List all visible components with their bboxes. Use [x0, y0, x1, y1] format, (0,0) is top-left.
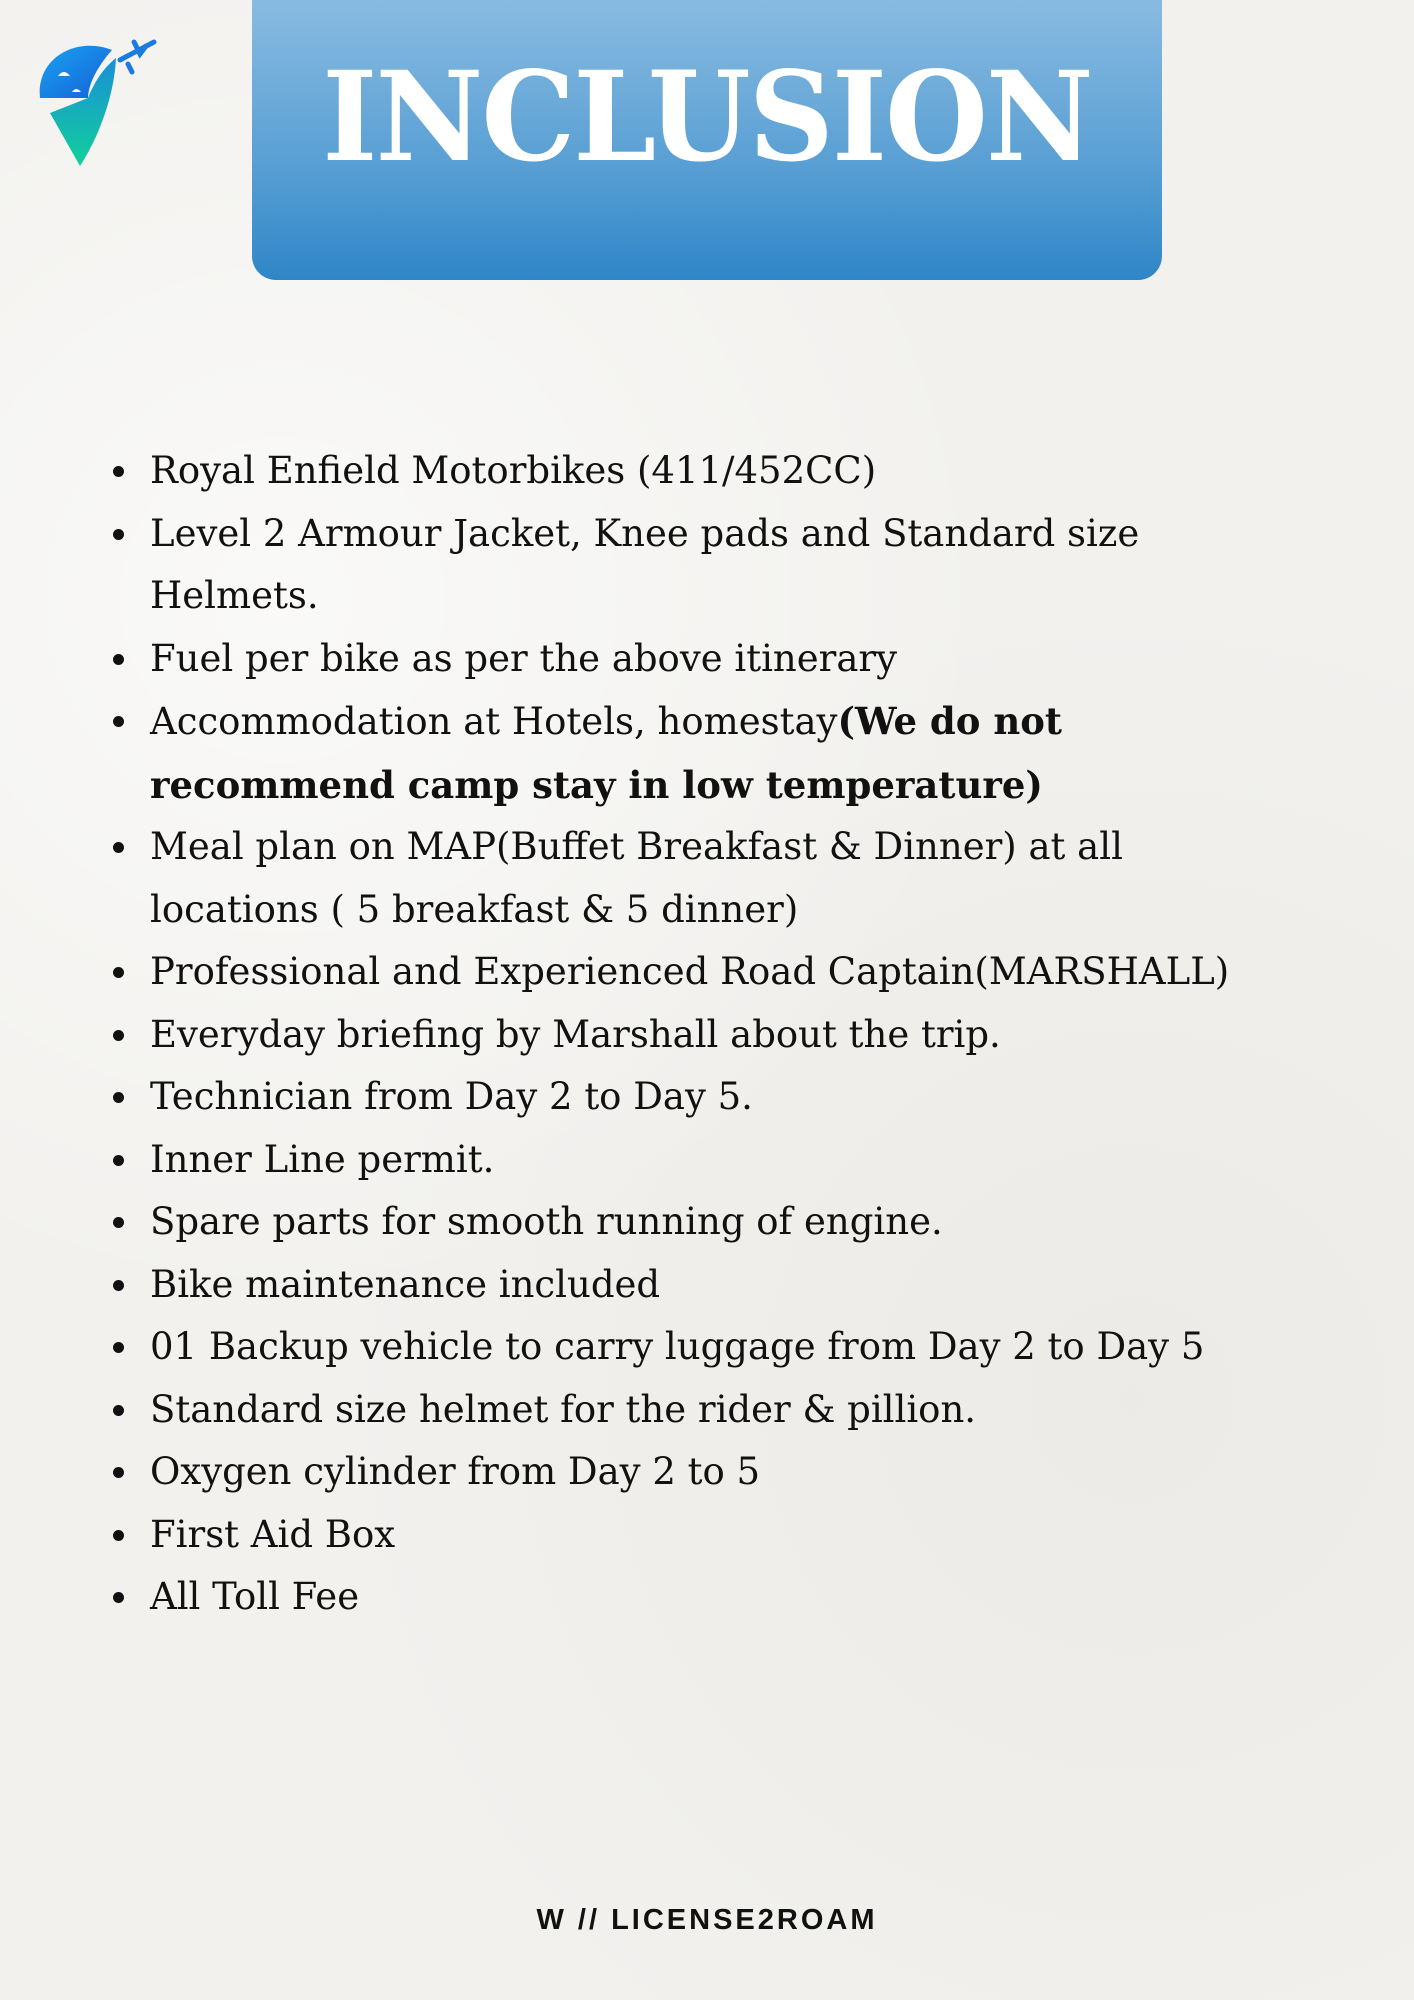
text-normal: Accommodation at Hotels, homestay	[150, 700, 838, 743]
list-item-text: Bike maintenance included	[150, 1262, 661, 1306]
page-title: INCLUSION	[322, 43, 1092, 190]
list-item-text: Everyday briefing by Marshall about the trip.	[150, 1012, 1001, 1056]
list-item-text: locations ( 5 breakfast & 5 dinner)	[150, 887, 799, 931]
list-item	[110, 941, 1229, 1004]
list-item-text: Meal plan on MAP(Buffet Breakfast & Dinner) at all	[150, 825, 1123, 868]
list-item-text: Inner Line permit.	[150, 1137, 495, 1181]
list-item	[110, 1129, 1229, 1192]
list-item	[110, 1504, 1229, 1567]
list-item	[110, 1566, 1229, 1629]
list-item-text: Spare parts for smooth running of engine.	[150, 1200, 943, 1243]
list-item	[110, 690, 1229, 816]
title-banner	[252, 0, 1162, 280]
list-item-text: Technician from Day 2 to Day 5.	[150, 1075, 753, 1118]
list-item	[110, 1004, 1229, 1067]
list-item-text	[150, 690, 1229, 754]
list-item	[110, 816, 1229, 941]
list-item-text: 01 Backup vehicle to carry luggage from Day 2 to Day 5	[150, 1325, 1205, 1368]
list-item-text: Helmets.	[150, 574, 319, 617]
list-item-text: All Toll Fee	[150, 1575, 360, 1618]
list-item-text: First Aid Box	[150, 1512, 396, 1556]
footer-brand: W // LICENSE2ROAM	[536, 1904, 878, 1936]
list-item	[110, 440, 1229, 503]
inclusion-list	[110, 440, 1229, 1629]
list-item	[110, 1379, 1229, 1442]
text-bold: (We do not	[837, 699, 1063, 743]
list-item-text: Level 2 Armour Jacket, Knee pads and Standard size	[150, 511, 1140, 555]
license2roam-logo-icon	[36, 38, 160, 168]
list-item	[110, 503, 1229, 628]
list-item-text: Standard size helmet for the rider & pillion.	[150, 1387, 977, 1431]
text-bold: recommend camp stay in low temperature)	[150, 762, 1043, 807]
list-item	[110, 1316, 1229, 1379]
list-item	[110, 1066, 1229, 1129]
list-item	[110, 1254, 1229, 1317]
list-item-text: Fuel per bike as per the above itinerary	[150, 636, 897, 680]
list-item-text: Royal Enfield Motorbikes (411/452CC)	[150, 449, 877, 492]
list-item-text: Oxygen cylinder from Day 2 to 5	[150, 1450, 761, 1493]
list-item	[110, 628, 1229, 691]
list-item	[110, 1441, 1229, 1504]
list-item-text: Professional and Experienced Road Captain(MARSHALL)	[150, 950, 1230, 993]
list-item	[110, 1191, 1229, 1254]
